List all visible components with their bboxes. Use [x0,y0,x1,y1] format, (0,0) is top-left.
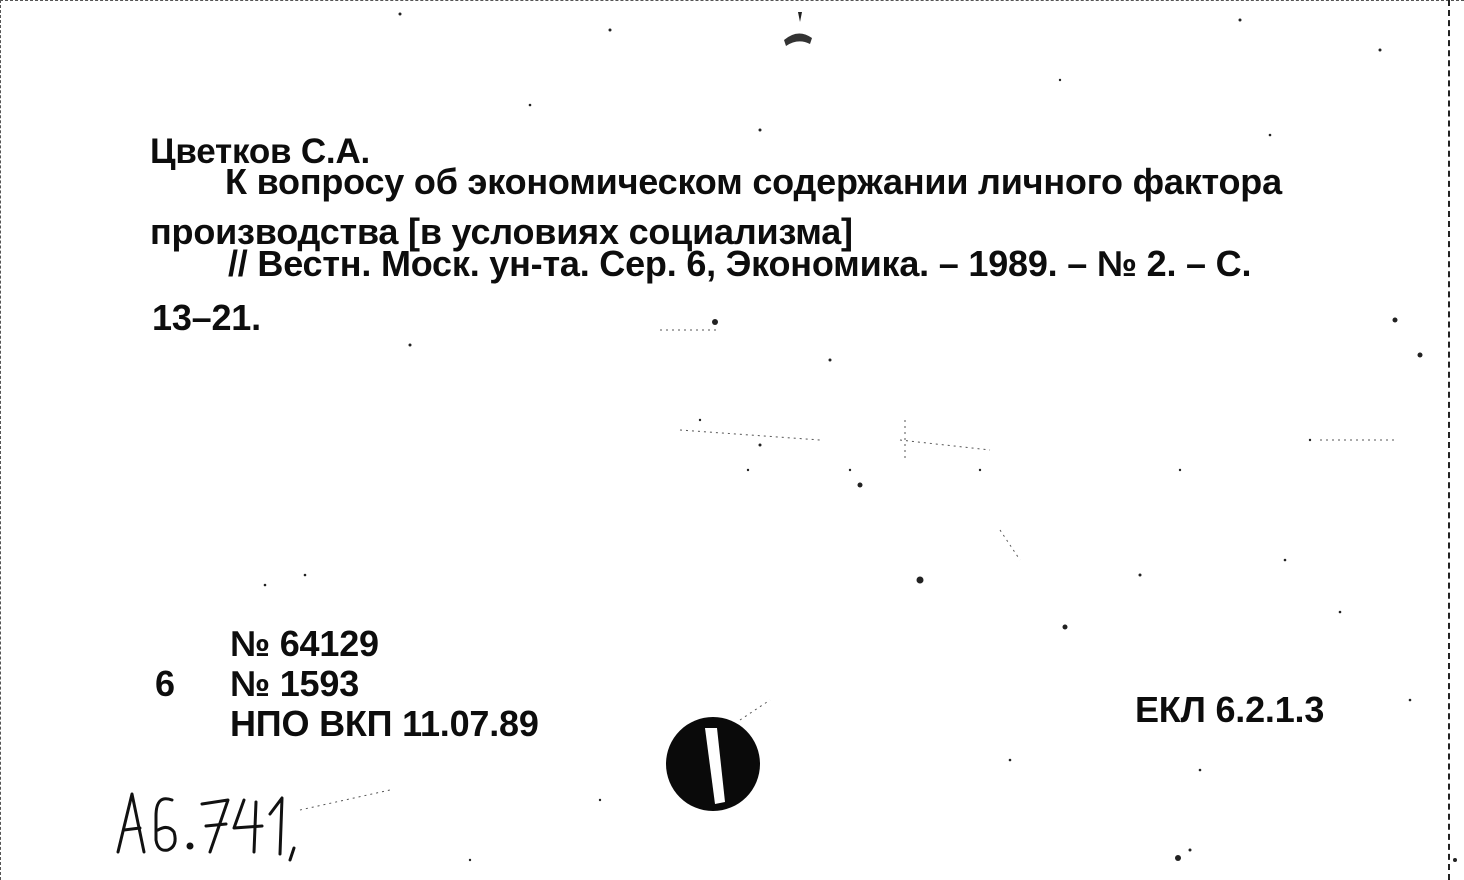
shelf-digit: 6 [155,663,175,704]
npo-line: НПО ВКП 11.07.89 [230,703,539,744]
stamp-mark-icon [776,8,820,48]
title-line-2: производства [в условиях социализма] [150,211,853,252]
handwritten-code [110,780,410,870]
author: Цветков С.А. [150,132,371,171]
secondary-number: № 1593 [230,663,360,704]
inventory-number: № 64129 [230,623,379,664]
source-line-2: 13–21. [152,297,261,338]
card-left-edge [0,0,4,880]
punch-hole-icon [665,716,761,812]
card-top-edge [0,0,1464,4]
source-line-1: // Вестн. Моск. ун-та. Сер. 6, Экономика. – 1989. – № 2. – С. [228,243,1252,284]
title-line-1: К вопросу об экономическом содержании личного фактора [225,161,1282,202]
card-right-edge [1448,0,1464,880]
classification-code: ЕКЛ 6.2.1.3 [1135,689,1325,730]
